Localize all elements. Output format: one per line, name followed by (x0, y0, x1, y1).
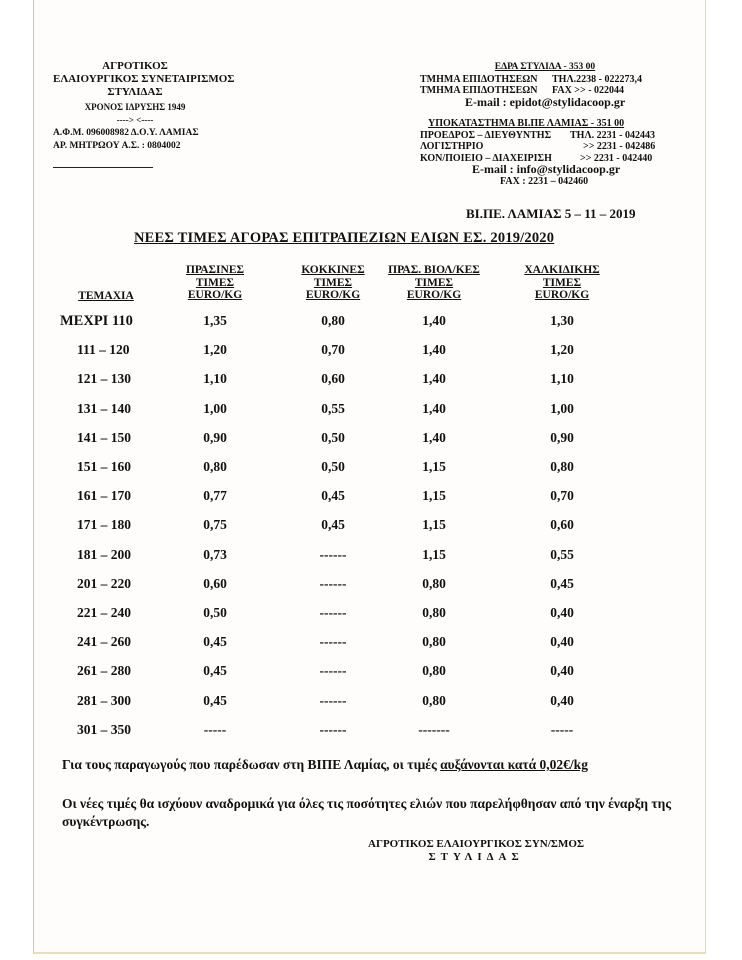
price-cell: 1,35 (203, 313, 227, 328)
price-cell: 0,45 (203, 692, 227, 708)
branch-row-label: ΚΟΝ/ΠΟΙΕΙΟ – ΔΙΑΧΕΙΡΙΣΗ (420, 152, 552, 164)
size-range: 301 – 350 (77, 721, 131, 737)
size-range: 221 – 240 (77, 605, 131, 620)
tax-id: Α.Φ.Μ. 096008982 Δ.Ο.Υ. ΛΑΜΙΑΣ (53, 128, 199, 138)
column-header (46, 290, 166, 303)
branch-row-value: >> 2231 - 042486 (583, 141, 656, 152)
branch-row-label: ΛΟΓΙΣΤΗΡΙΟ (420, 141, 484, 152)
price-cell: 0,45 (321, 517, 345, 533)
note-retroactive: Οι νέες τιμές θα ισχύουν αναδρομικά για όλες τις ποσότητες ελιών που παρελήφθησαν από την έναρξη της συγκέντρωσης. (62, 796, 672, 829)
branch-title: ΥΠΟΚΑΤΑΣΤΗΜΑ ΒΙ.ΠΕ ΛΑΜΙΑΣ - 351 00 (428, 118, 625, 129)
size-range: 201 – 220 (77, 575, 131, 591)
branch-fax: FAX : 2231 – 042460 (500, 175, 589, 187)
price-cell: 0,60 (321, 371, 345, 387)
price-cell: 0,50 (321, 429, 345, 445)
price-cell: 0,80 (422, 605, 446, 620)
document-title: ΝΕΕΣ ΤΙΜΕΣ ΑΓΟΡΑΣ ΕΠΙΤΡΑΠΕΖΙΩΝ ΕΛΙΩΝ ΕΣ. 2019/2020 (134, 230, 555, 246)
arrows-divider: ----> <---- (116, 115, 154, 125)
column-header-line: ΤΕΜΑΧΙΑ (78, 290, 134, 302)
signature-line2: ΣΤΥΛΙΔΑΣ (428, 851, 524, 863)
column-header-line: ΤΙΜΕΣ (195, 276, 235, 289)
column-header-line: ΧΑΛΚΙΔΙΚΗΣ (524, 264, 600, 276)
hq-title: ΕΔΡΑ ΣΤΥΛΙΔΑ - 353 00 (494, 62, 596, 72)
price-cell: 0,80 (422, 663, 446, 679)
price-cell: 0,80 (422, 575, 446, 591)
hq-row-value: FAX >> - 022044 (552, 85, 625, 96)
price-cell: 0,80 (321, 313, 345, 328)
price-cell: 0,90 (203, 429, 227, 445)
org-name-line3: ΣΤΥΛΙΔΑΣ (107, 86, 163, 98)
price-cell: 0,45 (203, 663, 227, 679)
price-cell: 1,40 (422, 342, 446, 358)
column-header-line: ΠΡΑΣΙΝΕΣ (185, 264, 245, 276)
signature-line1: ΑΓΡΟΤΙΚΟΣ ΕΛΑΙΟΥΡΓΙΚΟΣ ΣΥΝ/ΣΜΟΣ (368, 838, 585, 850)
price-cell: 0,70 (321, 342, 345, 358)
header-rule (53, 167, 153, 168)
price-cell: 1,15 (422, 488, 446, 504)
price-cell: 0,80 (422, 634, 446, 650)
price-cell: 0,55 (321, 400, 345, 416)
column-header-line: ΤΙΜΕΣ (313, 276, 353, 289)
price-cell: 0,40 (550, 605, 574, 620)
price-cell: 0,40 (550, 634, 574, 650)
column-header-line: EURO/KG (305, 289, 361, 301)
price-cell: 1,20 (203, 342, 227, 358)
size-range: 261 – 280 (77, 663, 131, 679)
size-range: 111 – 120 (77, 342, 130, 358)
branch-row-label: ΠΡΟΕΔΡΟΣ – ΔΙΕΥΘΥΝΤΗΣ (420, 129, 552, 141)
price-cell: 0,40 (550, 692, 574, 708)
price-cell: 1,15 (422, 517, 446, 533)
price-cell: ------ (319, 721, 347, 737)
price-cell: 0,80 (550, 459, 574, 474)
price-cell: 1,40 (422, 313, 446, 328)
price-cell: 1,15 (422, 546, 446, 562)
price-cell: ------ (319, 575, 347, 591)
size-range: 241 – 260 (77, 634, 131, 650)
price-cell: 0,77 (203, 488, 227, 504)
column-header (155, 264, 275, 302)
price-cell: 0,45 (550, 575, 574, 591)
size-range: 141 – 150 (77, 429, 131, 445)
hq-row-label: ΤΜΗΜΑ ΕΠΙΔΟΤΗΣΕΩΝ (420, 85, 538, 96)
column-header-line: ΚΟΚΚΙΝΕΣ (301, 264, 365, 276)
price-cell: 0,73 (203, 546, 227, 562)
size-range: 181 – 200 (77, 546, 131, 562)
size-range: ΜΕΧΡΙ 110 (60, 313, 133, 329)
price-cell: 0,40 (550, 663, 574, 679)
date-line: ΒΙ.ΠΕ. ΛΑΜΙΑΣ 5 – 11 – 2019 (466, 206, 636, 221)
column-header-line: ΤΙΜΕΣ (414, 276, 454, 289)
org-name-line1: ΑΓΡΟΤΙΚΟΣ (102, 60, 168, 72)
price-cell: 0,80 (422, 692, 446, 708)
price-cell: 1,40 (422, 371, 446, 387)
letterhead-right (420, 62, 670, 187)
column-header-line: EURO/KG (534, 289, 590, 301)
size-range: 161 – 170 (77, 488, 131, 504)
price-cell: ------ (319, 605, 347, 620)
branch-row-value: ΤΗΛ. 2231 - 042443 (570, 129, 655, 141)
price-cell: 0,70 (550, 488, 574, 504)
price-cell: ------- (418, 721, 450, 737)
hq-row (420, 74, 670, 86)
price-cell: 1,10 (203, 371, 227, 387)
letterhead-left (55, 60, 295, 168)
branch-row-value: >> 2231 - 042440 (580, 152, 653, 164)
size-range: 171 – 180 (77, 517, 131, 533)
note-text: Για τους παραγωγούς που παρέδωσαν στη ΒΙΠΕ Λαμίας, οι τιμές (62, 757, 441, 772)
branch-email[interactable]: E-mail : info@stylidacoop.gr (472, 162, 621, 176)
price-cell: 0,60 (203, 575, 227, 591)
note-price-increase (62, 757, 588, 773)
size-range: 121 – 130 (77, 371, 131, 387)
column-header-line: EURO/KG (187, 289, 243, 301)
price-cell: ----- (550, 721, 574, 737)
column-header-line: ΤΙΜΕΣ (542, 276, 582, 289)
note-highlight: αυξάνονται κατά 0,02€/kg (440, 757, 588, 772)
column-header-line: ΠΡΑΣ. ΒΙΟΛ/ΚΕΣ (388, 264, 480, 276)
price-cell: 0,60 (550, 517, 574, 533)
price-cell: 0,50 (321, 459, 345, 474)
registry-number: ΑΡ. ΜΗΤΡΩΟΥ Α.Σ. : 0804002 (53, 141, 181, 151)
hq-email[interactable]: E-mail : epidot@stylidacoop.gr (465, 94, 626, 109)
price-cell: 1,00 (550, 400, 574, 416)
price-cell: 0,75 (203, 517, 227, 533)
signature-block (368, 838, 584, 864)
size-range: 131 – 140 (77, 400, 131, 416)
price-cell: 1,00 (203, 400, 227, 416)
price-cell: ------ (319, 546, 347, 562)
price-cell: 0,45 (321, 488, 345, 504)
price-cell: 1,15 (422, 459, 446, 474)
price-cell: ------ (319, 663, 347, 679)
branch-row (420, 141, 670, 153)
price-cell: 0,45 (203, 634, 227, 650)
price-cell: 1,30 (550, 313, 574, 328)
price-cell: 0,50 (203, 605, 227, 620)
hq-row-value: ΤΗΛ.2238 - 022273,4 (552, 73, 642, 85)
price-cell: 1,40 (422, 429, 446, 445)
price-cell: 0,90 (550, 429, 574, 445)
price-cell: ------ (319, 692, 347, 708)
price-cell: 0,80 (203, 459, 227, 474)
column-header (374, 264, 494, 302)
column-header-line: EURO/KG (406, 289, 462, 301)
price-cell: 1,10 (550, 371, 574, 387)
size-range: 151 – 160 (77, 459, 131, 474)
price-cell: ------ (319, 634, 347, 650)
price-cell: ----- (203, 721, 227, 737)
price-cell: 0,55 (550, 546, 574, 562)
price-cell: 1,20 (550, 342, 574, 358)
size-range: 281 – 300 (77, 692, 131, 708)
founded-year: ΧΡΟΝΟΣ ΙΔΡΥΣΗΣ 1949 (84, 102, 186, 112)
column-header (502, 264, 622, 302)
org-name-line2: ΕΛΑΙΟΥΡΓΙΚΟΣ ΣΥΝΕΤΑΙΡΙΣΜΟΣ (53, 73, 235, 85)
branch-row (420, 130, 670, 142)
price-cell: 1,40 (422, 400, 446, 416)
hq-row-label: ΤΜΗΜΑ ΕΠΙΔΟΤΗΣΕΩΝ (420, 73, 538, 85)
